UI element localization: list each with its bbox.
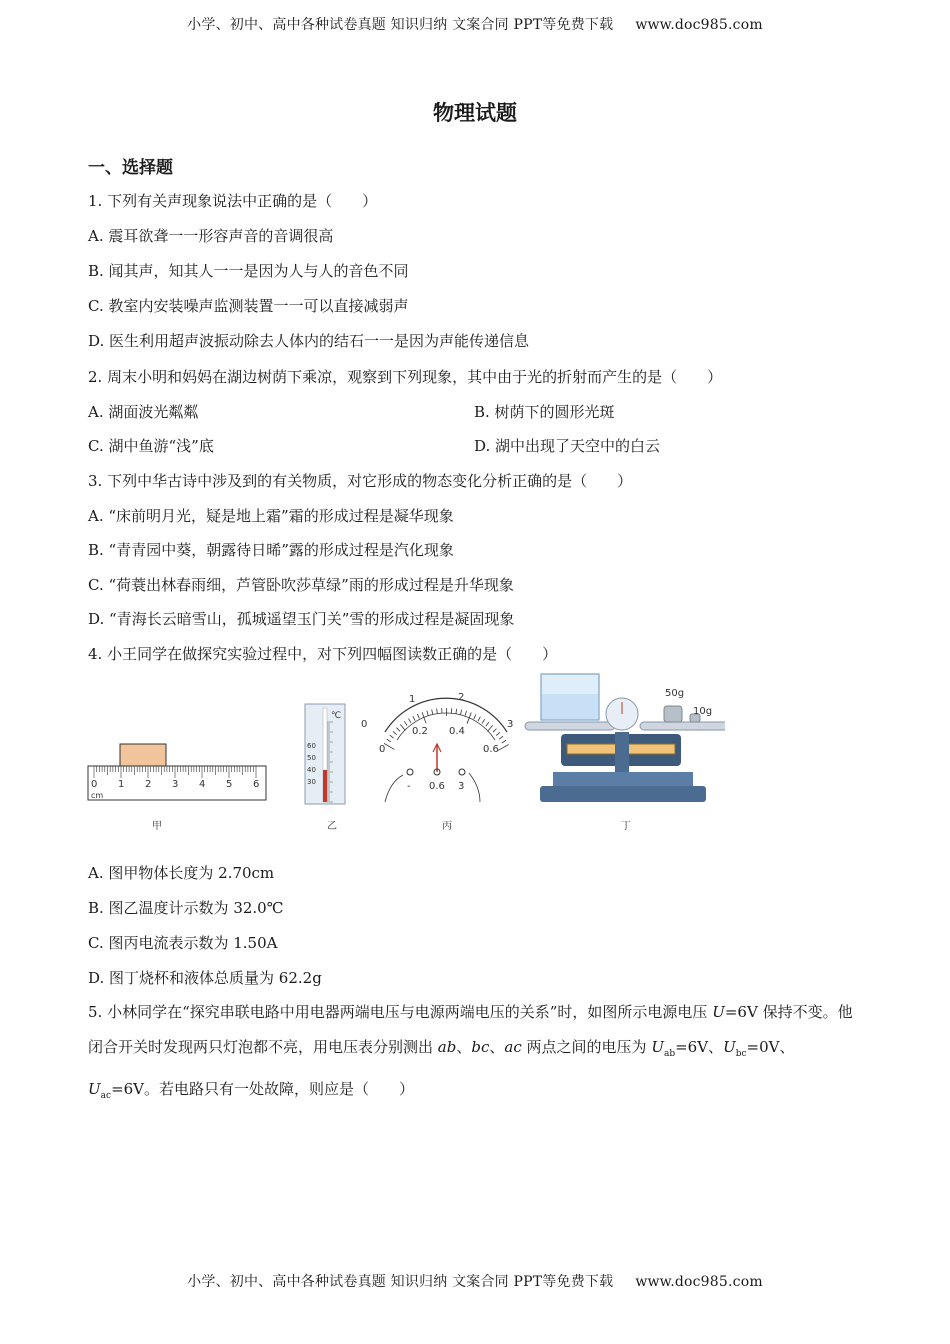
thermo-tick-60: 60 [307, 742, 316, 750]
q2-stem: 2. 周末小明和妈妈在湖边树荫下乘凉，观察到下列现象，其中由于光的折射而产生的是（ ） [88, 368, 723, 386]
q5-v-bc: =0V、 [746, 1038, 795, 1056]
q5-text-3: 两点之间的电压为 [526, 1038, 647, 1056]
q3-option-b[interactable]: B. “青青园中葵，朝露待日晞”露的形成过程是汽化现象 [88, 541, 454, 559]
meter-bottom-1: 0.2 [412, 726, 428, 737]
q4-option-d[interactable]: D. 图丁烧杯和液体总质量为 62.2g [88, 969, 322, 987]
ruler-figure [88, 744, 266, 832]
meter-top-0: 0 [361, 719, 368, 730]
header-text: 小学、初中、高中各种试卷真题 知识归纳 文案合同 PPT等免费下载 [187, 17, 614, 33]
q5-u-ab: U [651, 1038, 664, 1056]
ruler-tick-6: 6 [253, 779, 260, 790]
meter-bottom-2: 0.4 [449, 726, 465, 737]
thermo-tick-50: 50 [307, 754, 316, 762]
q4-option-b[interactable]: B. 图乙温度计示数为 32.0℃ [88, 899, 284, 917]
footer-url[interactable]: www.doc985.com [635, 1274, 763, 1290]
q5-sub-ab: ab [663, 1049, 676, 1059]
caption-bing: 丙 [442, 821, 452, 832]
q2-option-a[interactable]: A. 湖面波光粼粼 [88, 403, 199, 421]
ruler-tick-2: 2 [145, 779, 152, 790]
meter-bottom-3: 0.6 [483, 744, 499, 755]
q2-option-d[interactable]: D. 湖中出现了天空中的白云 [474, 437, 661, 455]
meter-terminal-neg: - [407, 781, 411, 792]
q3-option-c[interactable]: C. “荷蓑出林春雨细，芦管卧吹莎草绿”雨的形成过程是升华现象 [88, 576, 514, 594]
q5-v-ab: =6V、 [675, 1038, 724, 1056]
ruler-tick-5: 5 [226, 779, 233, 790]
q2-option-b[interactable]: B. 树荫下的圆形光斑 [474, 403, 615, 421]
header-url[interactable]: www.doc985.com [635, 17, 763, 33]
meter-terminal-06: 0.6 [429, 781, 445, 792]
caption-ding: 丁 [621, 821, 631, 832]
ammeter-figure [361, 692, 513, 832]
q4-option-c[interactable]: C. 图丙电流表示数为 1.50A [88, 934, 278, 952]
q4-option-a[interactable]: A. 图甲物体长度为 2.70cm [88, 864, 275, 882]
q1-option-d[interactable]: D. 医生利用超声波振动除去人体内的结石一一是因为声能传递信息 [88, 332, 530, 350]
page-title: 物理试题 [433, 100, 517, 125]
section-heading: 一、选择题 [88, 158, 173, 178]
ruler-tick-0: 0 [91, 779, 98, 790]
ruler-unit: cm [91, 791, 104, 800]
ruler-tick-3: 3 [172, 779, 179, 790]
page-header [0, 14, 950, 34]
q5-u-ac: U [88, 1080, 101, 1098]
q2-option-c[interactable]: C. 湖中鱼游“浅”底 [88, 437, 214, 455]
q1-option-c[interactable]: C. 教室内安装噪声监测装置一一可以直接减弱声 [88, 297, 409, 315]
q1-option-b[interactable]: B. 闻其声，知其人一一是因为人与人的音色不同 [88, 262, 409, 280]
thermo-unit: ℃ [331, 711, 342, 721]
meter-top-3: 3 [507, 719, 514, 730]
meter-top-1: 1 [409, 694, 416, 705]
balance-figure [525, 674, 725, 832]
thermometer-figure [305, 704, 345, 832]
q5-ab: ab [437, 1038, 457, 1056]
q5-v-ac: =6V。若电路只有一处故障，则应是（ ） [111, 1080, 415, 1098]
q4-stem: 4. 小王同学在做探究实验过程中，对下列四幅图读数正确的是（ ） [88, 645, 558, 663]
thermo-tick-30: 30 [307, 778, 316, 786]
caption-jia: 甲 [152, 821, 162, 832]
footer-text: 小学、初中、高中各种试卷真题 知识归纳 文案合同 PPT等免费下载 [187, 1274, 614, 1290]
q5-u: U [712, 1003, 725, 1021]
q3-option-d[interactable]: D. “青海长云暗雪山，孤城遥望玉门关”雪的形成过程是凝固现象 [88, 610, 515, 628]
q5-stem: 5. 小林同学在“探究串联电路中用电器两端电压与电源两端电压的关系”时，如图所示电源电压 U=6V 保持不变。他闭合开关时发现两只灯泡都不亮，用电压表分别测出 ab、bc、ac 两点之间的电压为 $U_{ab}=6V$、$U_{bc}=0V$、$U_{ac}=6V$。若电路只有一处故障，则应是（ ） [88, 1003, 853, 1101]
weight-10g: 10g [693, 706, 713, 717]
thermo-tick-40: 40 [307, 766, 316, 774]
q5-sub-bc: bc [735, 1049, 747, 1059]
q4-figure [85, 672, 725, 842]
q3-stem: 3. 下列中华古诗中涉及到的有关物质，对它形成的物态变化分析正确的是（ ） [88, 472, 633, 490]
caption-yi: 乙 [327, 821, 337, 832]
meter-terminal-3: 3 [458, 781, 465, 792]
page-footer [0, 1271, 950, 1291]
q5-bc: bc [471, 1038, 490, 1056]
meter-top-2: 2 [458, 692, 465, 703]
ruler-tick-4: 4 [199, 779, 206, 790]
q5-sub-ac: ac [100, 1091, 112, 1101]
q3-option-a[interactable]: A. “床前明月光，疑是地上霜”霜的形成过程是凝华现象 [88, 507, 454, 525]
q1-stem: 1. 下列有关声现象说法中正确的是（ ） [88, 192, 378, 210]
q5-ac: ac [504, 1038, 522, 1056]
q1-option-a[interactable]: A. 震耳欲聋一一形容声音的音调很高 [88, 227, 334, 245]
q5-text-2: =6V 保持不变。他闭合开关时发现两只灯泡都不亮，用电压表分别测出 [88, 1003, 853, 1056]
q5-u-bc: U [723, 1038, 736, 1056]
q5-text-1: 5. 小林同学在“探究串联电路中用电器两端电压与电源两端电压的关系”时，如图所示电源电压 [88, 1003, 708, 1021]
weight-50g: 50g [665, 688, 685, 699]
meter-bottom-0: 0 [379, 744, 386, 755]
ruler-tick-1: 1 [118, 779, 125, 790]
